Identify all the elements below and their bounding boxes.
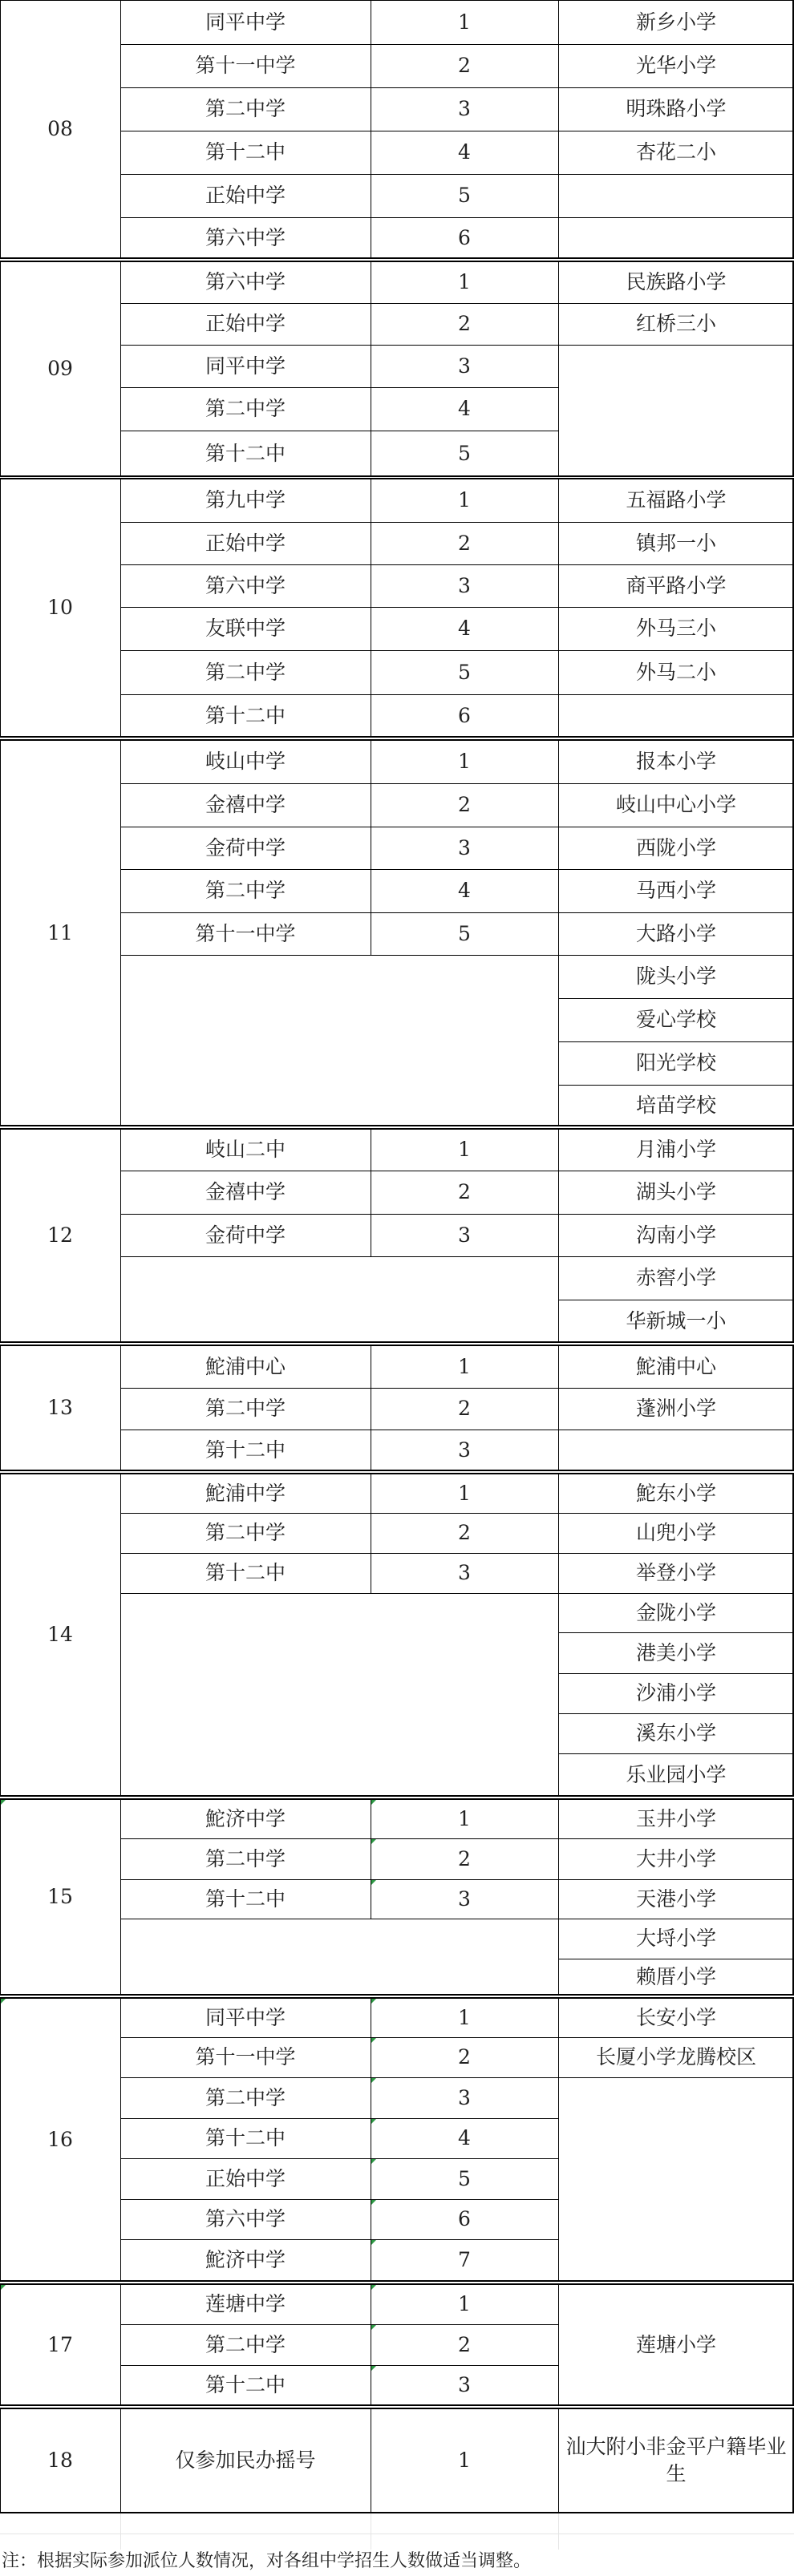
- row-border: [120, 1553, 558, 1554]
- primary-school-name: 五福路小学: [626, 488, 727, 512]
- primary-school-name: 阳光学校: [635, 1051, 716, 1074]
- row-border: [120, 2365, 558, 2366]
- primary-school-name: 华新城一小: [626, 1308, 727, 1332]
- primary-school-name: 沟南小学: [635, 1223, 716, 1247]
- lottery-order: 5: [458, 660, 471, 684]
- primary-school-name: 山兜小学: [635, 1521, 716, 1544]
- primary-school-name: 外马三小: [635, 617, 716, 640]
- row-border: [558, 1256, 794, 1257]
- middle-school-name: 第十一中学: [195, 921, 296, 945]
- lottery-order: 2: [458, 312, 471, 335]
- row-border: [120, 522, 558, 523]
- lottery-order: 4: [458, 2126, 471, 2149]
- row-border: [558, 44, 794, 45]
- row-border: [120, 1256, 558, 1257]
- middle-school-name: 第九中学: [205, 488, 286, 512]
- lottery-order: 1: [458, 1138, 471, 1161]
- middle-school-name: 第十二中: [205, 703, 286, 727]
- group-code: 13: [47, 1396, 73, 1419]
- middle-school-name: 金荷中学: [205, 1223, 286, 1247]
- row-border: [558, 217, 794, 218]
- middle-school-name: 第二中学: [205, 1397, 286, 1420]
- primary-school-name: 长厦小学龙腾校区: [595, 2045, 756, 2068]
- lottery-order: 3: [458, 1223, 471, 1247]
- row-border: [120, 387, 558, 388]
- row-border: [558, 1753, 794, 1754]
- lottery-order: 4: [458, 879, 471, 902]
- group-code: 08: [47, 117, 73, 140]
- lottery-order: 3: [458, 2085, 471, 2109]
- primary-school-name: 镇邦一小: [635, 531, 716, 555]
- lottery-order: 4: [458, 617, 471, 640]
- cell-marker: [371, 1839, 376, 1844]
- lottery-order: 1: [458, 1806, 471, 1830]
- row-border: [120, 650, 558, 651]
- row-border: [558, 1593, 794, 1594]
- primary-school-name: 杏花二小: [635, 140, 716, 164]
- primary-school-name: 莲塘小学: [635, 2332, 716, 2356]
- row-border: [120, 345, 558, 346]
- lottery-order: 3: [458, 97, 471, 120]
- cell-marker: [1, 1999, 6, 2004]
- row-border: [120, 2077, 558, 2078]
- row-border: [558, 869, 794, 870]
- row-border: [558, 607, 794, 608]
- row-border: [120, 2239, 558, 2240]
- lottery-order: 4: [458, 140, 471, 164]
- middle-school-name: 鮀济中学: [205, 1806, 286, 1830]
- primary-school-name: 溪东小学: [635, 1721, 716, 1745]
- middle-school-name: 第十二中: [205, 441, 286, 465]
- row-border: [120, 694, 558, 695]
- row-border: [120, 2324, 558, 2325]
- row-border: [120, 303, 558, 304]
- primary-school-name: 长安小学: [635, 2005, 716, 2029]
- middle-school-name: 正始中学: [205, 184, 286, 207]
- middle-school-name: 第十二中: [205, 1887, 286, 1911]
- row-border: [558, 1513, 794, 1514]
- cell-marker: [371, 2240, 376, 2245]
- middle-school-name: 鮀济中学: [205, 2248, 286, 2271]
- row-border: [558, 1388, 794, 1389]
- primary-school-name: 陇头小学: [635, 964, 716, 988]
- cell-marker: [371, 1880, 376, 1885]
- lottery-order: 2: [458, 2332, 471, 2356]
- row-border: [120, 2118, 558, 2119]
- group-code: 17: [47, 2332, 73, 2356]
- group-code: 18: [47, 2449, 73, 2472]
- lottery-order: 3: [458, 835, 471, 859]
- row-border: [558, 650, 794, 651]
- lottery-order: 6: [458, 2207, 471, 2230]
- lottery-order: 4: [458, 397, 471, 420]
- primary-school-name: 大井小学: [635, 1846, 716, 1870]
- lottery-order: 1: [458, 1354, 471, 1378]
- row-border: [558, 1838, 794, 1839]
- middle-school-name: 第二中学: [205, 879, 286, 902]
- middle-school-name: 第六中学: [205, 225, 286, 249]
- cell-marker: [371, 2159, 376, 2164]
- middle-school-name: 第二中学: [205, 660, 286, 684]
- group-code: 16: [47, 2127, 73, 2151]
- primary-school-name: 金陇小学: [635, 1600, 716, 1624]
- row-border: [120, 912, 558, 913]
- row-border: [120, 44, 558, 45]
- middle-school-name: 第二中学: [205, 397, 286, 420]
- lottery-order: 1: [458, 2449, 471, 2472]
- lottery-order: 2: [458, 1397, 471, 1420]
- primary-school-name: 西陇小学: [635, 835, 716, 859]
- middle-school-name: 岐山中学: [205, 750, 286, 773]
- middle-school-name: 第二中学: [205, 97, 286, 120]
- middle-school-name: 第十一中学: [195, 54, 296, 77]
- row-border: [120, 955, 558, 956]
- row-border: [120, 217, 558, 218]
- row-border: [120, 87, 558, 88]
- row-border: [558, 303, 794, 304]
- group-code: 11: [47, 920, 73, 944]
- lottery-order: 2: [458, 1521, 471, 1544]
- middle-school-name: 鮀浦中心: [205, 1354, 286, 1378]
- lottery-order: 5: [458, 441, 471, 465]
- cell-marker: [1, 1800, 6, 1805]
- middle-school-name: 第二中学: [205, 2332, 286, 2356]
- lottery-order: 3: [458, 2373, 471, 2396]
- sheet-gridline: [120, 2513, 121, 2550]
- lottery-order: 7: [458, 2248, 471, 2271]
- primary-school-name: 马西小学: [635, 879, 716, 902]
- row-border: [120, 607, 558, 608]
- lottery-order: 1: [458, 10, 471, 34]
- row-border: [120, 2158, 558, 2159]
- group-code: 09: [47, 357, 73, 380]
- lottery-order: 3: [458, 1561, 471, 1584]
- row-border: [558, 87, 794, 88]
- middle-school-name: 第二中学: [205, 1846, 286, 1870]
- middle-school-name: 第十二中: [205, 2126, 286, 2149]
- middle-school-name: 鮀浦中学: [205, 1481, 286, 1505]
- cell-marker: [371, 2325, 376, 2330]
- lottery-order: 2: [458, 1846, 471, 1870]
- middle-school-name: 第六中学: [205, 573, 286, 597]
- lottery-order: 2: [458, 793, 471, 816]
- primary-school-name: 赖厝小学: [635, 1964, 716, 1988]
- middle-school-name: 正始中学: [205, 531, 286, 555]
- lottery-order: 1: [458, 2005, 471, 2029]
- middle-school-name: 第二中学: [205, 2085, 286, 2109]
- primary-school-name: 岐山中心小学: [615, 793, 736, 816]
- primary-school-name: 汕大附小非金平户籍毕业生: [565, 2435, 787, 2485]
- primary-school-name: 港美小学: [635, 1640, 716, 1664]
- row-border: [558, 955, 794, 956]
- primary-school-name: 玉井小学: [635, 1806, 716, 1830]
- row-border: [558, 1632, 794, 1633]
- group-code: 10: [47, 596, 73, 619]
- primary-school-name: 大路小学: [635, 921, 716, 945]
- row-border: [558, 998, 794, 999]
- row-border: [558, 1553, 794, 1554]
- cell-marker: [371, 2119, 376, 2124]
- middle-school-name: 金禧中学: [205, 1180, 286, 1203]
- cell-marker: [371, 2038, 376, 2043]
- lottery-order: 2: [458, 1180, 471, 1203]
- middle-school-name: 金荷中学: [205, 835, 286, 859]
- cell-marker: [371, 2366, 376, 2371]
- middle-school-name: 同平中学: [205, 10, 286, 34]
- primary-school-name: 报本小学: [635, 750, 716, 773]
- lottery-order: 5: [458, 921, 471, 945]
- row-border: [558, 1673, 794, 1674]
- cell-marker: [371, 1999, 376, 2004]
- row-border: [120, 2037, 558, 2038]
- middle-school-name: 仅参加民办摇号: [175, 2449, 316, 2472]
- footnote: 注：根据实际参加派位人数情况，对各组中学招生人数做适当调整。: [2, 2551, 532, 2571]
- lottery-order: 1: [458, 488, 471, 512]
- lottery-order: 1: [458, 270, 471, 293]
- row-border: [120, 1513, 558, 1514]
- lottery-order: 2: [458, 2045, 471, 2068]
- middle-school-name: 第十二中: [205, 1561, 286, 1584]
- primary-school-name: 商平路小学: [626, 573, 727, 597]
- row-border: [558, 1713, 794, 1714]
- lottery-order: 6: [458, 225, 471, 249]
- primary-school-name: 天港小学: [635, 1887, 716, 1911]
- group-code: 12: [47, 1223, 73, 1247]
- middle-school-name: 同平中学: [205, 2005, 286, 2029]
- primary-school-name: 新乡小学: [635, 10, 716, 34]
- middle-school-name: 正始中学: [205, 2166, 286, 2190]
- cell-marker: [1, 2285, 6, 2290]
- group-code: 15: [47, 1885, 73, 1908]
- middle-school-name: 第十一中学: [195, 2045, 296, 2068]
- row-border: [558, 174, 794, 175]
- cell-marker: [371, 2200, 376, 2205]
- row-border: [558, 1085, 794, 1086]
- primary-school-name: 明珠路小学: [626, 97, 727, 120]
- lottery-order: 6: [458, 703, 471, 727]
- primary-school-name: 乐业园小学: [626, 1762, 727, 1786]
- middle-school-name: 第十二中: [205, 1438, 286, 1462]
- lottery-order: 3: [458, 1887, 471, 1911]
- lottery-order: 2: [458, 54, 471, 77]
- middle-school-name: 正始中学: [205, 312, 286, 335]
- middle-school-name: 第六中学: [205, 270, 286, 293]
- primary-school-name: 鮀浦中心: [635, 1354, 716, 1378]
- middle-school-name: 第十二中: [205, 2373, 286, 2396]
- row-border: [120, 2199, 558, 2200]
- lottery-order: 5: [458, 2166, 471, 2190]
- lottery-order: 2: [458, 531, 471, 555]
- lottery-order: 3: [458, 1438, 471, 1462]
- row-border: [558, 2077, 794, 2078]
- lottery-order: 5: [458, 184, 471, 207]
- lottery-order: 1: [458, 2292, 471, 2315]
- row-border: [558, 694, 794, 695]
- primary-school-name: 大埒小学: [635, 1927, 716, 1950]
- row-border: [120, 174, 558, 175]
- middle-school-name: 莲塘中学: [205, 2292, 286, 2315]
- row-border: [120, 783, 558, 784]
- row-border: [558, 912, 794, 913]
- row-border: [558, 345, 794, 346]
- row-border: [558, 783, 794, 784]
- middle-school-name: 第十二中: [205, 140, 286, 164]
- cell-marker: [371, 2285, 376, 2290]
- row-border: [120, 869, 558, 870]
- primary-school-name: 赤窖小学: [635, 1266, 716, 1289]
- middle-school-name: 第二中学: [205, 1521, 286, 1544]
- primary-school-name: 民族路小学: [626, 270, 727, 293]
- row-border: [558, 522, 794, 523]
- lottery-order: 3: [458, 573, 471, 597]
- primary-school-name: 培苗学校: [635, 1093, 716, 1117]
- middle-school-name: 友联中学: [205, 617, 286, 640]
- lottery-order: 1: [458, 1481, 471, 1505]
- row-border: [558, 1041, 794, 1042]
- row-border: [120, 1879, 558, 1880]
- row-border: [120, 1593, 558, 1594]
- row-border: [558, 1879, 794, 1880]
- primary-school-name: 湖头小学: [635, 1180, 716, 1203]
- primary-school-name: 光华小学: [635, 54, 716, 77]
- group-code: 14: [47, 1623, 73, 1646]
- lottery-order: 1: [458, 750, 471, 773]
- middle-school-name: 第六中学: [205, 2207, 286, 2230]
- row-border: [120, 564, 558, 565]
- lottery-order: 3: [458, 354, 471, 378]
- row-border: [120, 1388, 558, 1389]
- primary-school-name: 沙浦小学: [635, 1681, 716, 1705]
- row-border: [558, 564, 794, 565]
- primary-school-name: 外马二小: [635, 660, 716, 684]
- primary-school-name: 爱心学校: [635, 1008, 716, 1031]
- middle-school-name: 岐山二中: [205, 1138, 286, 1161]
- middle-school-name: 同平中学: [205, 354, 286, 378]
- primary-school-name: 红桥三小: [635, 312, 716, 335]
- row-border: [558, 2037, 794, 2038]
- row-border: [120, 1214, 558, 1215]
- row-border: [558, 1214, 794, 1215]
- middle-school-name: 金禧中学: [205, 793, 286, 816]
- primary-school-name: 月浦小学: [635, 1138, 716, 1161]
- primary-school-name: 鮀东小学: [635, 1481, 716, 1505]
- primary-school-name: 蓬洲小学: [635, 1397, 716, 1420]
- cell-marker: [371, 2078, 376, 2083]
- row-border: [120, 1838, 558, 1839]
- sheet-gridline: [558, 2513, 559, 2550]
- cell-marker: [371, 1800, 376, 1805]
- primary-school-name: 举登小学: [635, 1561, 716, 1584]
